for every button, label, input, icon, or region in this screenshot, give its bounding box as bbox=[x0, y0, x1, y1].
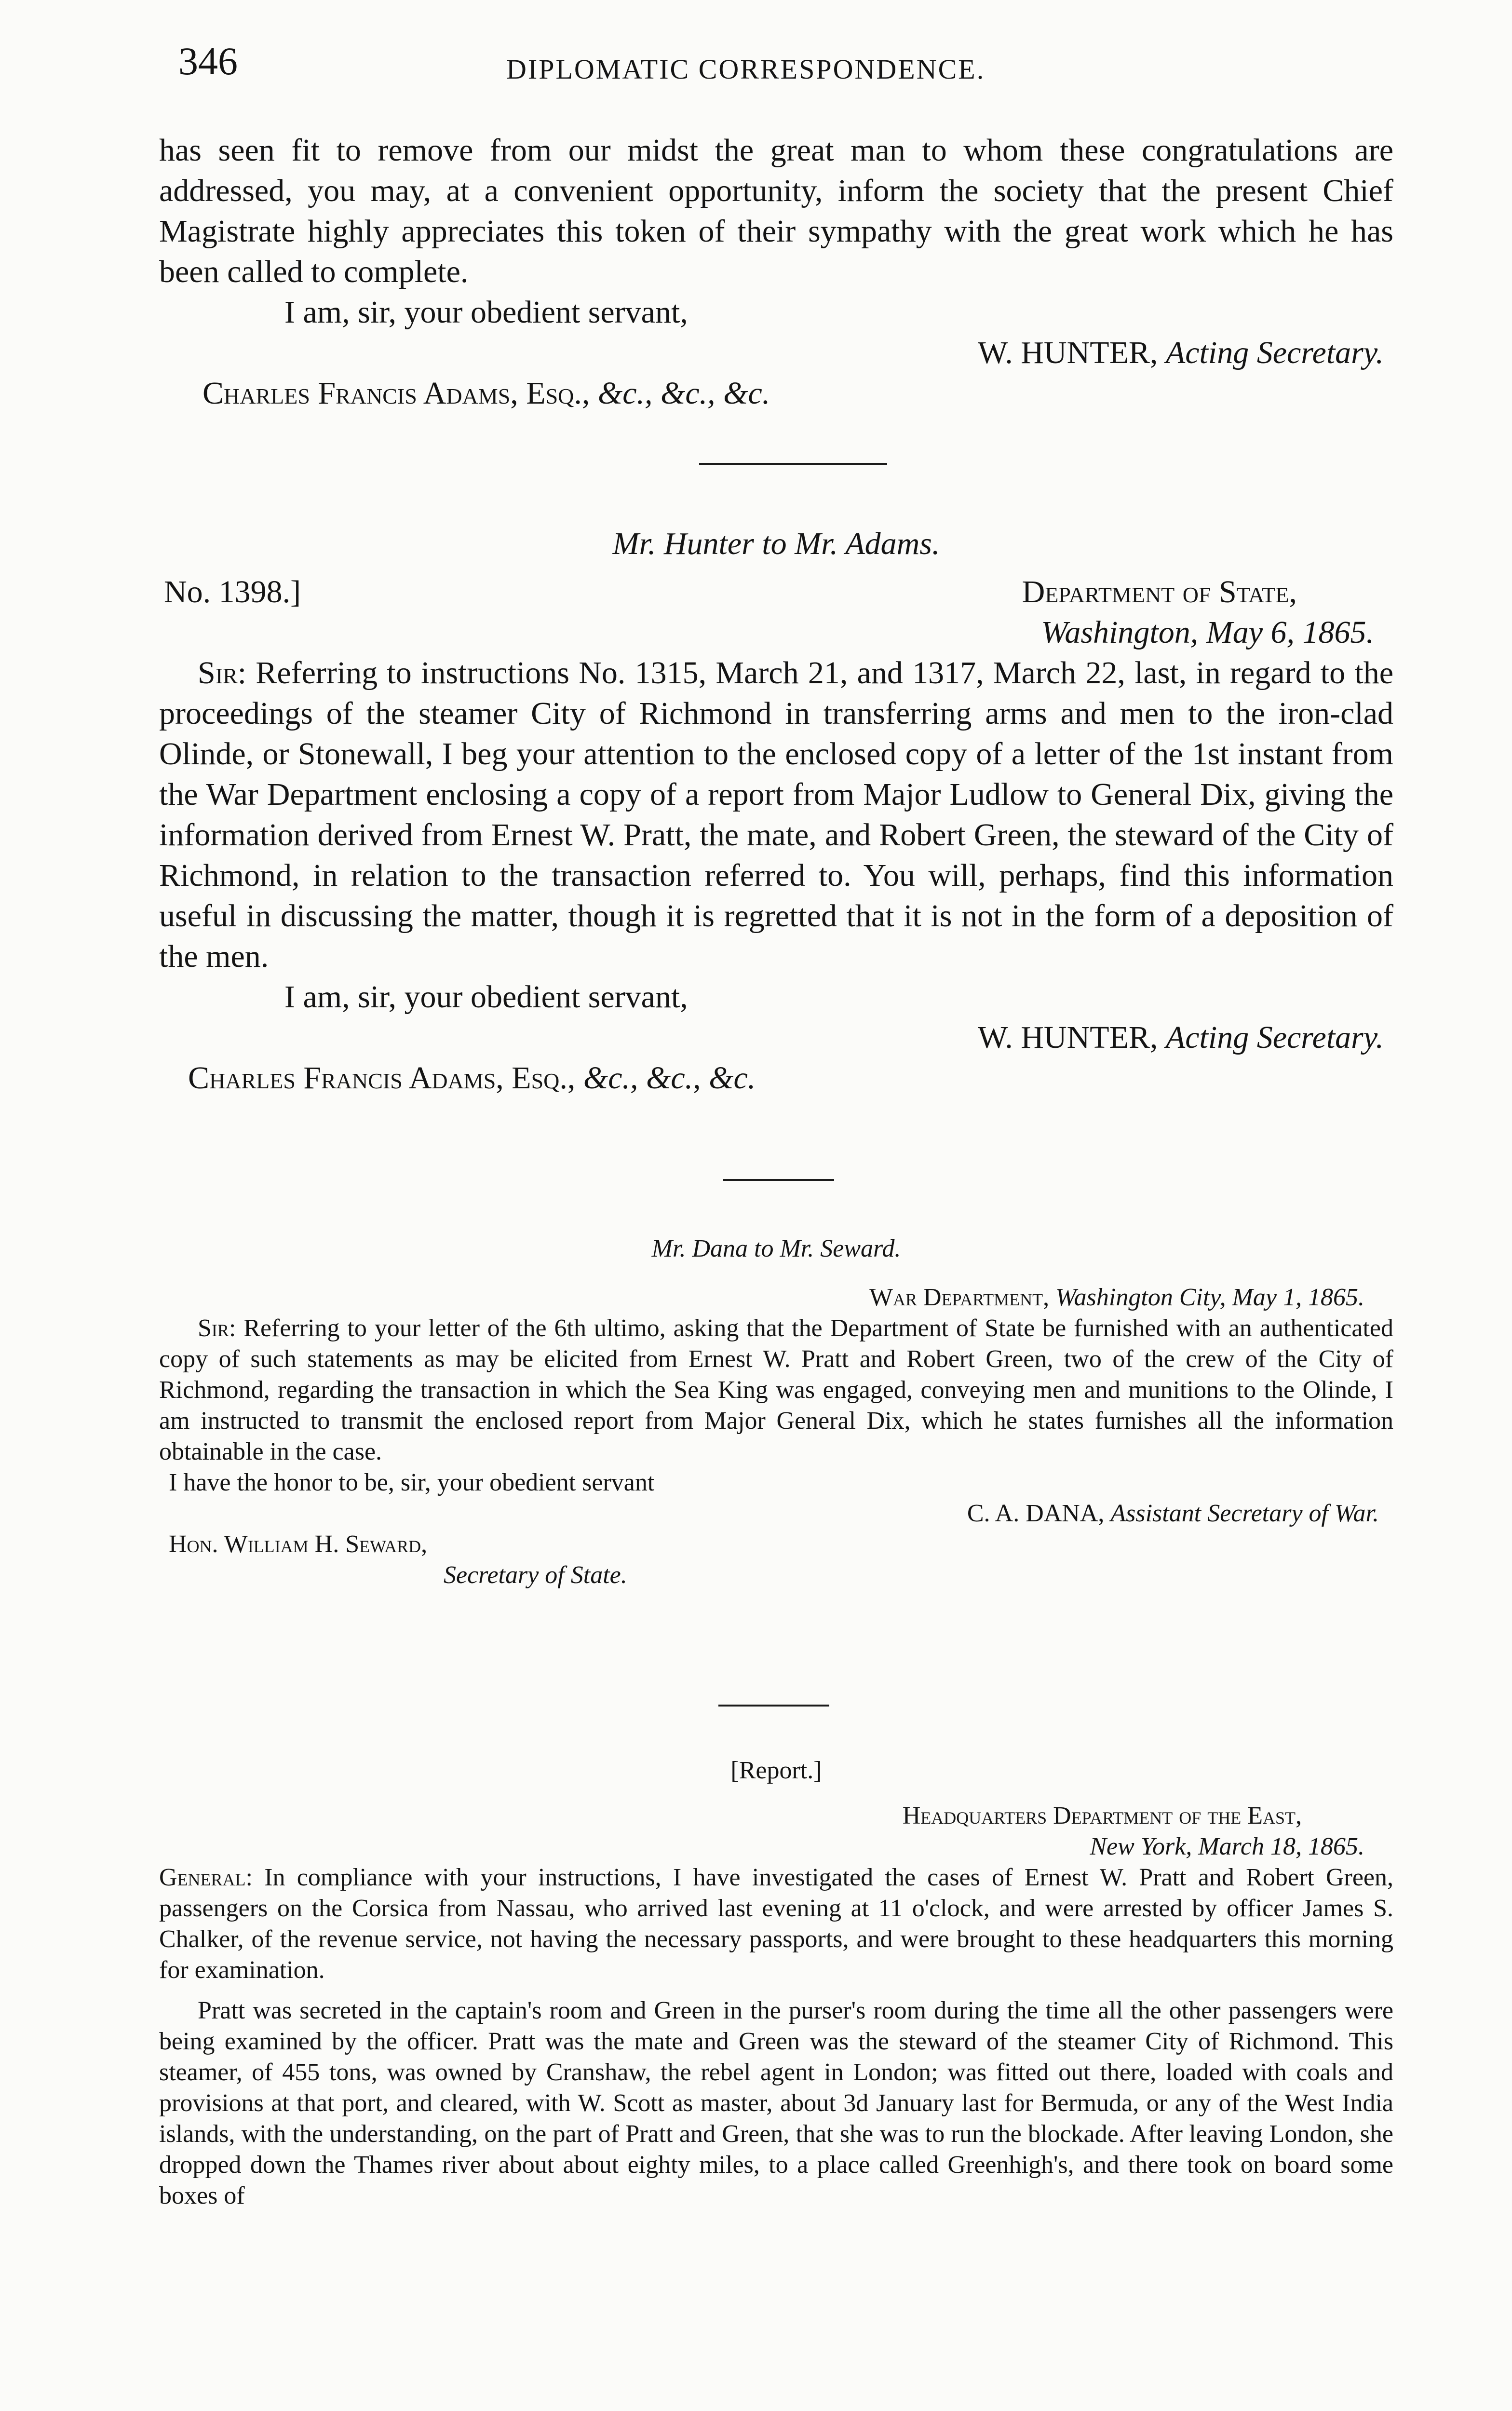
letter2-department: Department of State, bbox=[1022, 574, 1297, 610]
report-para1 bbox=[159, 1862, 1393, 1986]
letter2-place-date: Washington, May 6, 1865. bbox=[1041, 615, 1374, 650]
signature-title: Acting Secretary. bbox=[1165, 1020, 1384, 1055]
letter2-heading: Mr. Hunter to Mr. Adams. bbox=[612, 526, 940, 561]
report-para1-text: In compliance with your instructions, I have investigated the cases of Ernest W. Pratt and Robert Green, passengers on the Corsica from Nassau, who arrived last evening at 11 o'clock, and were arrested by officer James S. Chalker, of the revenue service, not having the necessary passports, and were brought to these headquarters this morning for examination. bbox=[159, 1864, 1393, 1984]
report-para2: Pratt was secreted in the captain's room and Green in the purser's room during the time all the other passengers were being examined by the officer. Pratt was the mate and Green was the steward of the steamer City of Richmond. This steamer, of 455 tons, was owned by Cranshaw, the rebel agent in London; was fitted out there, loaded with coals and provisions at that port, and cleared, with W. Scott as master, about 3d January last for Bermuda, or any of the West India islands, with the understanding, on the part of Pratt and Green, that she was to run the blockade. After leaving London, she dropped down the Thames river about about eighty miles, to a place called Greenhigh's, and there took on board some boxes of bbox=[159, 1997, 1393, 2209]
letter3-salutation: Sir: bbox=[198, 1314, 236, 1342]
letter1-signature bbox=[159, 333, 1393, 373]
addressee-etc: &c., &c., &c. bbox=[583, 1060, 756, 1096]
section-divider bbox=[699, 463, 887, 465]
letter3-body-text: Referring to your letter of the 6th ultimo, asking that the Department of State be furnished with an authenticated copy of such statements as may be elicited from Ernest W. Pratt and Robert Green, two of the crew of the City of Richmond, regarding the transaction in which the Sea King was engaged, conveying men and munitions to the Olinde, I am instructed to transmit the enclosed report from Major General Dix, which he states furnishes all the information obtainable in the case. bbox=[159, 1314, 1393, 1465]
letter1-closing: I am, sir, your obedient servant, bbox=[284, 295, 688, 330]
letter2-body bbox=[159, 653, 1393, 977]
letter2-signature bbox=[159, 1017, 1393, 1058]
running-header bbox=[159, 34, 1393, 101]
letter3-place-date: Washington City, May 1, 1865. bbox=[1055, 1284, 1364, 1311]
report-place-date: New York, March 18, 1865. bbox=[1090, 1833, 1364, 1860]
signature-name: W. HUNTER, bbox=[978, 335, 1158, 370]
letter2 bbox=[159, 526, 1393, 1098]
letter2-meta bbox=[159, 572, 1393, 612]
letter3-closing: I have the honor to be, sir, your obedient servant bbox=[169, 1469, 655, 1496]
signature-title: Acting Secretary. bbox=[1165, 335, 1384, 370]
report-salutation: General: bbox=[159, 1864, 253, 1891]
letter1-end bbox=[159, 130, 1393, 414]
page-number: 346 bbox=[178, 39, 238, 83]
letter3 bbox=[159, 1234, 1393, 1591]
report-heading: [Report.] bbox=[730, 1757, 822, 1784]
section-divider bbox=[718, 1705, 829, 1707]
letter3-department: War Department, bbox=[869, 1284, 1050, 1311]
signature-name: C. A. DANA, bbox=[967, 1500, 1105, 1527]
letter1-addressee bbox=[159, 373, 1393, 414]
letter2-body-text: Referring to instructions No. 1315, March 21, and 1317, March 22, last, in regard to the proceedings of the steamer City of Richmond in transferring arms and men to the iron-clad Olinde, or Stonewall, I beg your attention to the enclosed copy of a letter of the 1st instant from the War Department enclosing a copy of a report from Major Ludlow to General Dix, giving the information derived from Ernest W. Pratt, the mate, and Robert Green, the steward of the City of Richmond, in relation to the transaction referred to. You will, perhaps, find this information useful in discussing the matter, though it is regretted that it is not in the form of a deposition of the men. bbox=[159, 655, 1394, 974]
letter2-salutation: Sir: bbox=[198, 655, 247, 691]
letter2-closing: I am, sir, your obedient servant, bbox=[284, 979, 688, 1015]
letter3-body bbox=[159, 1313, 1393, 1467]
report-department: Headquarters Department of the East, bbox=[902, 1802, 1302, 1829]
letter3-addressee-title: Secretary of State. bbox=[444, 1561, 627, 1589]
section-divider bbox=[723, 1179, 834, 1181]
signature-title: Assistant Secretary of War. bbox=[1110, 1500, 1379, 1527]
signature-name: W. HUNTER, bbox=[978, 1020, 1158, 1055]
addressee-etc: &c., &c., &c. bbox=[597, 376, 770, 411]
running-title: DIPLOMATIC CORRESPONDENCE. bbox=[506, 54, 986, 85]
letter1-body: has seen fit to remove from our midst the great man to whom these congratulations are addressed, you may, at a convenient opportunity, inform the society that the present Chief Magistrate highly appreciates this token of their sympathy with the great work which he has been called to complete. bbox=[159, 133, 1393, 289]
letter3-signature bbox=[159, 1498, 1393, 1529]
addressee-name: Charles Francis Adams, Esq., bbox=[188, 1060, 576, 1096]
report bbox=[159, 1755, 1393, 2211]
letter3-heading: Mr. Dana to Mr. Seward. bbox=[651, 1235, 901, 1262]
addressee-name: Charles Francis Adams, Esq., bbox=[202, 376, 590, 411]
letter2-number: No. 1398.] bbox=[164, 574, 301, 610]
letter3-addressee: Hon. William H. Seward, bbox=[169, 1531, 428, 1558]
letter2-addressee bbox=[159, 1058, 1393, 1098]
letter3-dateline bbox=[159, 1282, 1393, 1313]
